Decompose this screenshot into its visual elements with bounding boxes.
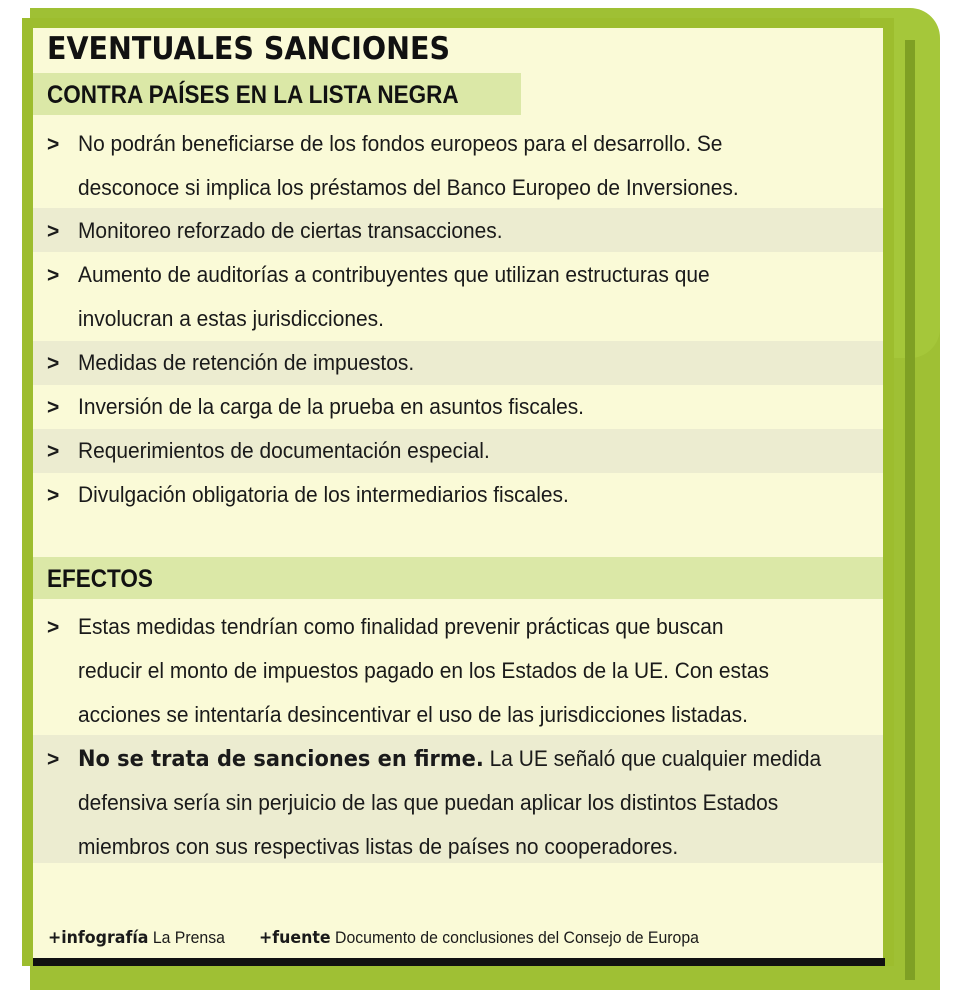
section-heading-text: CONTRA PAÍSES EN LA LISTA NEGRA <box>47 81 459 109</box>
bullet-icon: > <box>47 220 60 243</box>
page-title: EVENTUALES SANCIONES <box>47 31 451 67</box>
list-item-text: miembros con sus respectivas listas de países no cooperadores. <box>78 834 679 859</box>
bullet-icon: > <box>47 396 60 419</box>
list-item-text: Requerimientos de documentación especial. <box>78 438 490 463</box>
list-item-text: acciones se intentaría desincentivar el uso de las jurisdicciones listadas. <box>78 702 748 727</box>
section-heading-blacklist <box>33 73 521 115</box>
list-item-text: Estas medidas tendrían como finalidad prevenir prácticas que buscan <box>78 614 724 639</box>
list-item-text: Aumento de auditorías a contribuyentes que utilizan estructuras que <box>78 262 710 287</box>
credit-label: +infografía <box>48 928 149 948</box>
credit-fuente <box>259 928 699 948</box>
source-label: +fuente <box>259 928 331 948</box>
list-item-text: No podrán beneficiarse de los fondos europeos para el desarrollo. Se <box>78 131 723 156</box>
list-item-text: Medidas de retención de impuestos. <box>78 350 415 375</box>
list-item-text: involucran a estas jurisdicciones. <box>78 306 384 331</box>
section-heading-effects <box>33 557 883 599</box>
bullet-icon: > <box>47 484 60 507</box>
folder-edge <box>905 40 915 980</box>
bottom-rule <box>33 958 885 966</box>
list-item-text: desconoce si implica los préstamos del Banco Europeo de Inversiones. <box>78 175 739 200</box>
list-item-text: Inversión de la carga de la prueba en asuntos fiscales. <box>78 394 585 419</box>
list-item-text: reducir el monto de impuestos pagado en los Estados de la UE. Con estas <box>78 658 769 683</box>
bullet-icon: > <box>47 264 60 287</box>
bullet-icon: > <box>47 748 60 771</box>
emphasis-text: No se trata de sanciones en firme. <box>78 746 484 772</box>
section-heading-text: EFECTOS <box>47 565 153 593</box>
list-item-text: Divulgación obligatoria de los intermediarios fiscales. <box>78 482 569 507</box>
bullet-icon: > <box>47 616 60 639</box>
credit-infografia <box>48 928 225 948</box>
bullet-icon: > <box>47 352 60 375</box>
bullet-icon: > <box>47 133 60 156</box>
bullet-icon: > <box>47 440 60 463</box>
list-item-text <box>78 746 821 772</box>
list-item-text-rest: La UE señaló que cualquier medida <box>483 746 822 771</box>
list-item-text: Monitoreo reforzado de ciertas transacciones. <box>78 218 503 243</box>
source-value: Documento de conclusiones del Consejo de Europa <box>335 928 699 947</box>
credit-value: La Prensa <box>152 928 225 947</box>
list-item-text: defensiva sería sin perjuicio de las que puedan aplicar los distintos Estados <box>78 790 779 815</box>
